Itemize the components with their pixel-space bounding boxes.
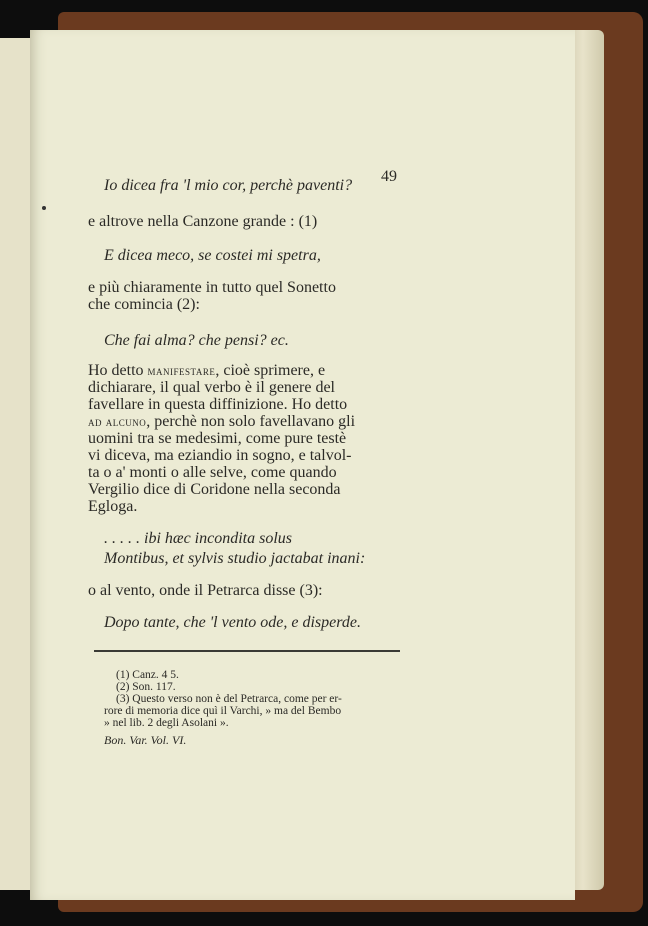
paragraph-line-1: [88, 362, 325, 379]
keyword-ad-alcuno: ad alcuno: [88, 414, 147, 429]
verse-line-8: Dopo tante, che 'l vento ode, e disperde.: [104, 614, 361, 631]
paragraph-line-6: vi diceva, ma eziandio in sogno, e talvol-: [88, 447, 352, 464]
footnote-1: (1) Canz. 4 5.: [116, 669, 179, 681]
paragraph-text: , perchè non solo favellavano gli: [146, 413, 356, 430]
verse-line-1: Io dicea fra 'l mio cor, perchè paventi?: [104, 177, 353, 194]
paragraph-text: , cioè sprimere, e: [215, 362, 326, 379]
footnote-3-line-3: » nel lib. 2 degli Asolani ».: [104, 717, 229, 729]
signature-mark: Bon. Var. Vol. VI.: [104, 733, 187, 747]
page-number: 49: [381, 168, 397, 185]
footnote-3-line-1: (3) Questo verso non è del Petrarca, come per er-: [116, 693, 342, 705]
verse-line-3: E dicea meco, se costei mi spetra,: [104, 247, 321, 264]
ink-spot: [42, 206, 46, 210]
paragraph-line-3: favellare in questa diffinizione. Ho detto: [88, 396, 348, 413]
paragraph-line-9: Egloga.: [88, 498, 138, 515]
paragraph-line-7: ta o a' monti o alle selve, come quando: [88, 464, 337, 481]
text-line-4: e più chiaramente in tutto quel Sonetto: [88, 279, 336, 296]
paragraph-line-4: [88, 413, 355, 430]
paragraph-line-8: Vergilio dice di Coridone nella seconda: [88, 481, 341, 498]
latin-quote-line-2: Montibus, et sylvis studio jactabat inani:: [104, 550, 366, 567]
keyword-manifestare: manifestare: [147, 363, 216, 378]
verse-line-6: Che fai alma? che pensi? ec.: [104, 332, 289, 349]
footnote-3-line-2: rore di memoria dice quì il Varchi, » ma del Bembo: [104, 705, 342, 717]
text-line-2: e altrove nella Canzone grande : (1): [88, 213, 318, 230]
footnote-2: (2) Son. 117.: [116, 681, 176, 693]
text-line-7: o al vento, onde il Petrarca disse (3):: [88, 582, 323, 599]
text-line-5: che comincia (2):: [88, 296, 200, 313]
paragraph-line-5: uomini tra se medesimi, come pure testè: [88, 430, 347, 447]
paragraph-line-2: dichiarare, il qual verbo è il genere del: [88, 379, 335, 396]
paragraph-text: Ho detto: [88, 362, 148, 379]
footnote-divider: [94, 650, 400, 652]
latin-quote-line-1: . . . . . ibi hæc incondita solus: [104, 530, 292, 547]
